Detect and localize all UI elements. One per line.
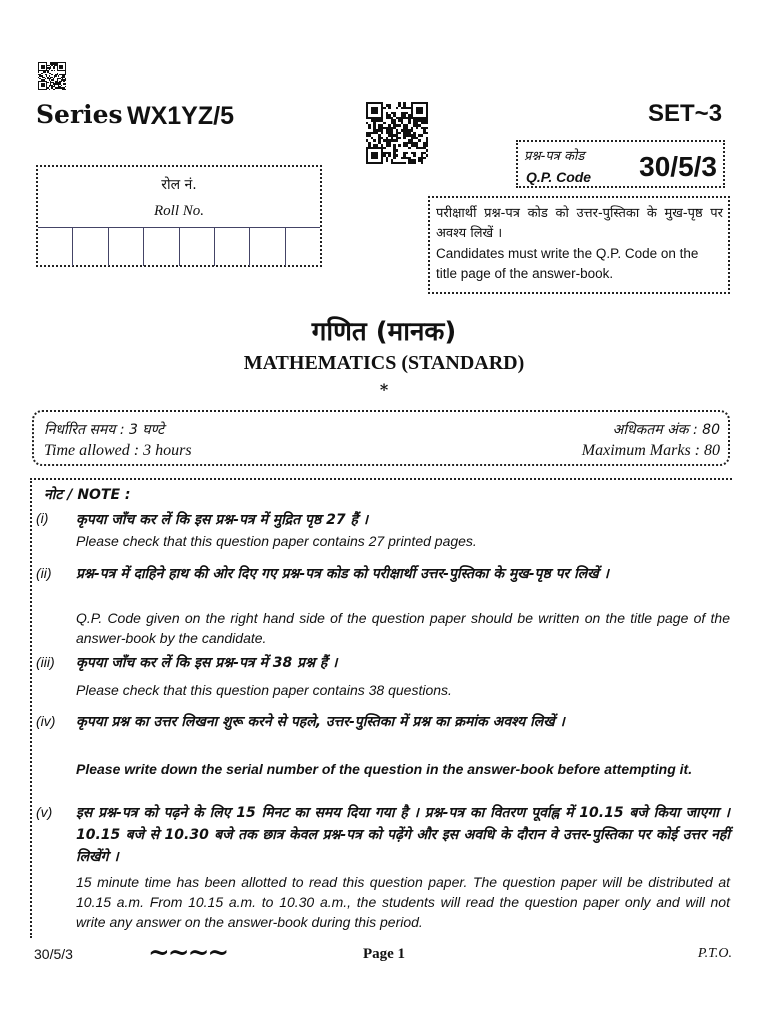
note-hindi: कृपया प्रश्न का उत्तर लिखना शुरू करने से पहले, उत्तर-पुस्तिका में प्रश्न का क्रमांक अवश्य लिखें ।: [76, 714, 565, 730]
note-english: Please check that this question paper contains 27 printed pages.: [76, 533, 477, 549]
note-english: 15 minute time has been allotted to read this question paper. The question paper will be distributed at 10.15 a.m. From 10.15 a.m. to 10.30 a.m., the students will read the question paper only and will not write any answer on the answer-book during this period.: [76, 874, 730, 930]
candidate-instruction-box: [428, 196, 730, 294]
maximum-marks: Maximum Marks : 80: [581, 442, 720, 459]
note-number: (iv): [36, 713, 56, 729]
qp-code-hindi-label: प्रश्न-पत्र कोड: [524, 149, 585, 164]
pto-label: P.T.O.: [697, 946, 732, 961]
qp-code-value: 30/5/3: [639, 151, 717, 182]
roll-cell[interactable]: [38, 228, 73, 266]
roll-cell[interactable]: [144, 228, 179, 266]
note-title: नोट / NOTE :: [44, 487, 131, 503]
instruction-hindi: परीक्षार्थी प्रश्न-पत्र कोड को उत्तर-पुस्तिका के मुख-पृष्ठ पर अवश्य लिखें ।: [436, 206, 723, 241]
footer-tilde: ~~~~: [148, 938, 228, 968]
qp-code-box: [516, 140, 725, 188]
roll-cell[interactable]: [215, 228, 250, 266]
title-star: *: [379, 380, 389, 399]
page-number: Page 1: [362, 946, 406, 962]
roll-label-hindi: रोल नं.: [161, 177, 197, 193]
roll-label: Roll No.: [153, 203, 204, 219]
roll-cell[interactable]: [250, 228, 285, 266]
note-english: Please check that this question paper contains 38 questions.: [76, 682, 452, 698]
qp-code-label: Q.P. Code: [526, 169, 592, 185]
time-marks-box: [32, 410, 730, 466]
marks-hindi: अधिकतम अंक : 80: [612, 422, 720, 438]
qr-code: [366, 102, 428, 164]
qr-code-small: [38, 62, 66, 90]
note-hindi: कृपया जाँच कर लें कि इस प्रश्न-पत्र में 38 प्रश्न हैं ।: [76, 655, 338, 671]
note-hindi: प्रश्न-पत्र में दाहिने हाथ की ओर दिए गए प्रश्न-पत्र कोड को परीक्षार्थी उत्तर-पुस्तिका के मुख-पृष्ठ पर लिखें ।: [76, 566, 609, 582]
note-hindi: इस प्रश्न-पत्र को पढ़ने के लिए 15 मिनट का समय दिया गया है । प्रश्न-पत्र का वितरण पूर्वाह्न में 10.15 बजे किया जाएगा । 10.15 बजे से 10.30 बजे तक छात्र केवल प्रश्न-पत्र को पढ़ेंगे और इस अवधि के दौरान वे उत्तर-पुस्तिका पर कोई उत्तर नहीं लिखेंगे ।: [76, 805, 730, 865]
instruction-english: Candidates must write the Q.P. Code on the title page of the answer-book.: [436, 246, 699, 281]
subject-title-hindi: गणित (मानक): [311, 317, 457, 347]
series-code: WX1YZ/5: [127, 102, 234, 130]
subject-title: MATHEMATICS (STANDARD): [243, 352, 525, 374]
roll-cell[interactable]: [286, 228, 320, 266]
note-hindi: कृपया जाँच कर लें कि इस प्रश्न-पत्र में मुद्रित पृष्ठ 27 हैं ।: [76, 512, 369, 528]
roll-cell[interactable]: [109, 228, 144, 266]
roll-cell[interactable]: [180, 228, 215, 266]
roll-number-box: [36, 165, 322, 267]
series-label: Series: [36, 100, 123, 129]
roll-cell[interactable]: [73, 228, 108, 266]
note-number: (i): [36, 510, 49, 526]
set-number: SET~3: [648, 100, 723, 127]
note-number: (ii): [36, 565, 52, 581]
time-hindi: निर्धारित समय : 3 घण्टे: [44, 422, 165, 438]
note-number: (v): [36, 804, 53, 820]
roll-number-cells[interactable]: [38, 227, 320, 266]
time-allowed: Time allowed : 3 hours: [44, 442, 192, 459]
footer-qp-code: 30/5/3: [34, 946, 73, 962]
note-english: Q.P. Code given on the right hand side of the question paper should be written on the title page of the answer-book by the candidate.: [76, 610, 730, 646]
note-english: Please write down the serial number of the question in the answer-book before attempting it.: [76, 761, 693, 777]
note-number: (iii): [36, 654, 55, 670]
